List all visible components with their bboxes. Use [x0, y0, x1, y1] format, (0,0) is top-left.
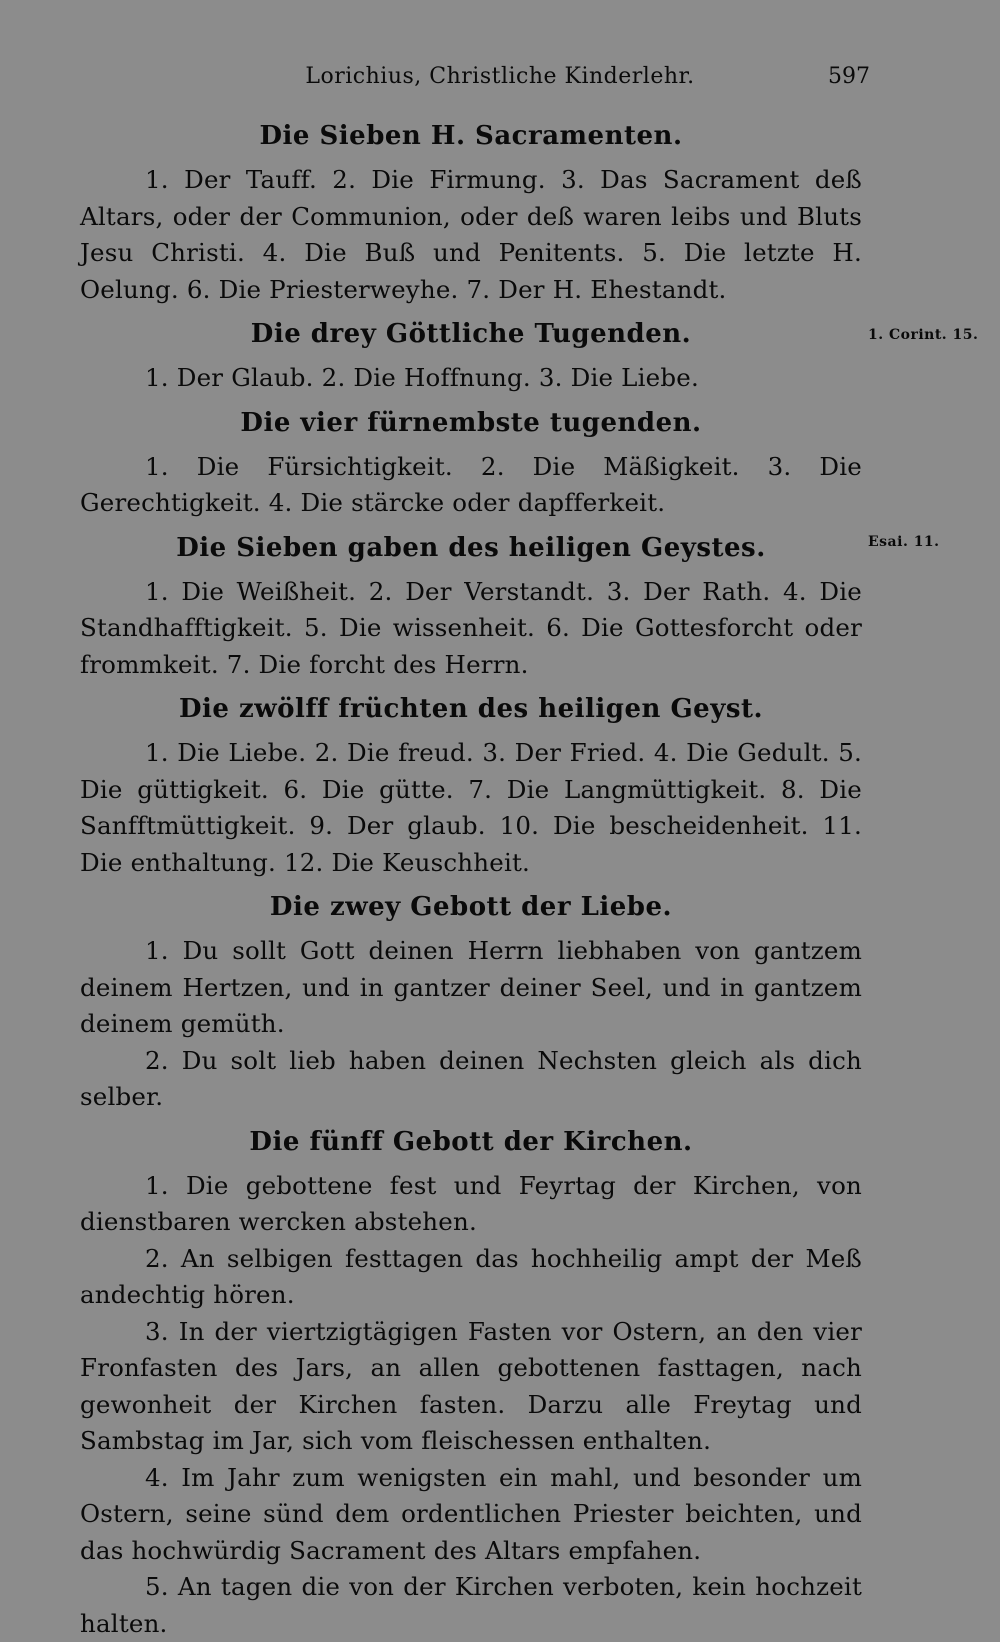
- section-church-commandments: [80, 1124, 862, 1642]
- section-heading: Die Sieben gaben des heiligen Geystes.: [80, 530, 862, 566]
- section-heading: Die Sieben H. Sacramenten.: [80, 118, 862, 154]
- paragraph: 1. Du sollt Gott deinen Herrn liebhaben von gantzem deinem Hertzen, und in gantzer deiner Seel, und in gantzem deinem gemüth.: [80, 933, 862, 1043]
- section-heading: Die fünff Gebott der Kirchen.: [80, 1124, 862, 1160]
- section-heading: Die zwey Gebott der Liebe.: [80, 889, 862, 925]
- section-cardinal-virtues: [80, 405, 862, 522]
- section-divine-virtues: [80, 316, 862, 397]
- paragraph: 3. In der viertzigtägigen Fasten vor Ostern, an den vier Fronfasten des Jars, an allen gebottenen fasttagen, nach gewonheit der Kirchen fasten. Darzu alle Freytag und Sambstag im Jar, sich vom fleischessen enthalten.: [80, 1314, 862, 1460]
- paragraph: 1. Die gebottene fest und Feyrtag der Kirchen, von dienstbaren wercken abstehen.: [80, 1168, 862, 1241]
- paragraph: 2. Du solt lieb haben deinen Nechsten gleich als dich selber.: [80, 1043, 862, 1116]
- section-gifts-of-spirit: [80, 530, 862, 684]
- section-commandments-of-love: [80, 889, 862, 1116]
- paragraph: 2. An selbigen festtagen das hochheilig ampt der Meß andechtig hören.: [80, 1241, 862, 1314]
- running-title: Lorichius, Christliche Kinderlehr.: [0, 64, 1000, 89]
- paragraph: 1. Die Liebe. 2. Die freud. 3. Der Fried. 4. Die Gedult. 5. Die güttigkeit. 6. Die gütte. 7. Die Langmüttigkeit. 8. Die Sanfftmüttigkeit. 9. Der glaub. 10. Die bescheidenheit. 11. Die enthaltung. 12. Die Keuschheit.: [80, 735, 862, 881]
- section-heading: Die zwölff früchten des heiligen Geyst.: [80, 691, 862, 727]
- paragraph: 5. An tagen die von der Kirchen verboten, kein hochzeit halten.: [80, 1569, 862, 1642]
- running-head: [0, 60, 1000, 96]
- text-column: [80, 118, 862, 1642]
- section-sacraments: [80, 118, 862, 308]
- paragraph: 4. Im Jahr zum wenigsten ein mahl, und besonder um Ostern, seine sünd dem ordentlichen Priester beichten, und das hochwürdig Sacrament des Altars empfahen.: [80, 1460, 862, 1570]
- paragraph: 1. Die Fürsichtigkeit. 2. Die Mäßigkeit. 3. Die Gerechtigkeit. 4. Die stärcke oder dapfferkeit.: [80, 449, 862, 522]
- section-fruits-of-spirit: [80, 691, 862, 881]
- section-heading: Die drey Göttliche Tugenden.: [80, 316, 862, 352]
- paragraph: 1. Die Weißheit. 2. Der Verstandt. 3. Der Rath. 4. Die Standhafftigkeit. 5. Die wissenheit. 6. Die Gottesforcht oder frommkeit. 7. Die forcht des Herrn.: [80, 574, 862, 684]
- margin-note-corinthians: 1. Corint. 15.: [868, 327, 978, 343]
- paragraph: 1. Der Tauff. 2. Die Firmung. 3. Das Sacrament deß Altars, oder der Communion, oder deß waren leibs und Bluts Jesu Christi. 4. Die Buß und Penitents. 5. Die letzte H. Oelung. 6. Die Priesterweyhe. 7. Der H. Ehestandt.: [80, 162, 862, 308]
- page-number: 597: [828, 64, 870, 89]
- margin-note-isaiah: Esai. 11.: [868, 534, 940, 550]
- paragraph: 1. Der Glaub. 2. Die Hoffnung. 3. Die Liebe.: [80, 360, 862, 397]
- section-heading: Die vier fürnembste tugenden.: [80, 405, 862, 441]
